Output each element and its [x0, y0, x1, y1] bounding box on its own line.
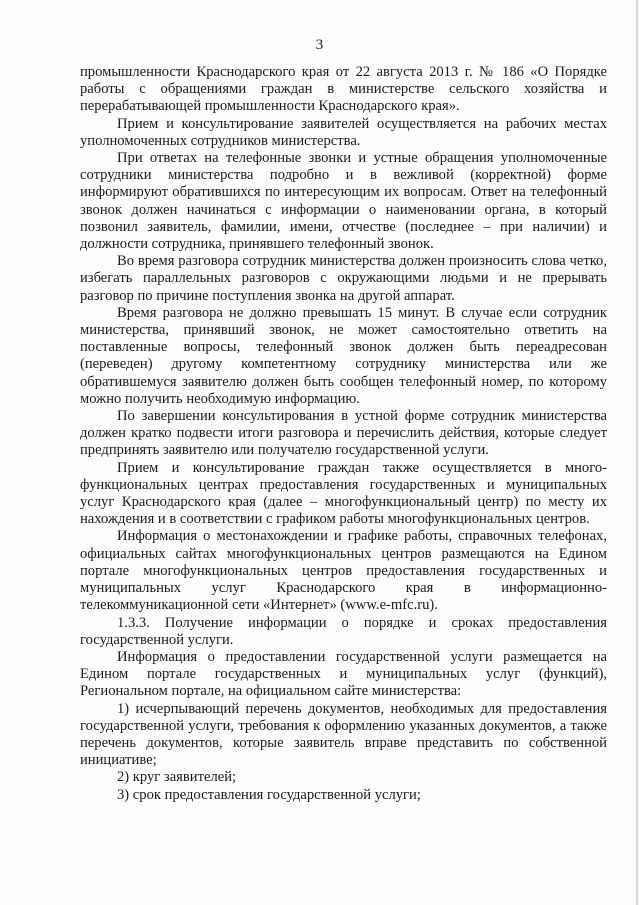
list-item-1: 1) исчерпывающий перечень документов, необходимых для предоставления государственной услуги, требования к оформлению указанных документов, а также перечень документов, которые заявитель вправе представить по собственной инициативе; [80, 700, 607, 769]
paragraph-3: При ответах на телефонные звонки и устные обращения уполномоченные сотрудники министерства подробно и в вежливой (корректной) форме информируют обратившихся по интересующим их вопросам. Ответ на телефонный звонок должен начинаться с информации о наименовании органа, в который позвонил заявитель, фамилии, имени, отчестве (последнее – при наличии) и должности сотрудника, принявшего телефонный звонок. [80, 150, 607, 253]
paragraph-1: промышленности Краснодарского края от 22 августа 2013 г. № 186 «О Порядке работы с обращениями граждан в министерстве сельского хозяйства и перерабатывающей промышленности Краснодарского края». [80, 64, 607, 115]
body-text [80, 64, 607, 804]
list-item-2: 2) круг заявителей; [117, 769, 237, 786]
paragraph-8: Информация о местонахождении и графике работы, справочных телефонах, официальных сайтах многофункциональных центров размещаются на Едином портале многофункциональных центров предоставления государственных и муниципальных услуг Краснодарского края в информационно-телекоммуникационной сети «Интернет» (www.e-mfc.ru). [80, 528, 607, 614]
paragraph-4: Во время разговора сотрудник министерства должен произносить слова четко, избегать параллельных разговоров с окружающими людьми и не прерывать разговор по причине поступления звонка на другой аппарат. [80, 253, 607, 304]
paragraph-2: Прием и консультирование заявителей осуществляется на рабочих местах уполномоченных сотрудников министерства. [80, 115, 607, 149]
paragraph-10: Информация о предоставлении государственной услуги размещается на Едином портале государственных и муниципальных услуг (функций), Региональном портале, на официальном сайте министерства: [80, 648, 607, 700]
paragraph-5: Время разговора не должно превышать 15 минут. В случае если сотрудник министерства, принявший звонок, не может самостоятельно ответить на поставленные вопросы, телефонный звонок должен быть переадресован (переведен) другому компетентному сотруднику министерства или же обратившемуся заявителю должен быть сообщен телефонный номер, по которому можно получить необходимую информацию. [80, 304, 607, 407]
paragraph-7: Прием и консультирование граждан также осуществляется в многофункциональных центрах предоставления государственных и муниципальных услуг Краснодарского края (далее – многофункциональный центр) по месту их нахождения и в соответствии с графиком работы многофункциональных центров. [80, 459, 607, 528]
paragraph-6: По завершении консультирования в устной форме сотрудник министерства должен кратко подвести итоги разговора и перечислить действия, которые следует предпринять заявителю или получателю государственной услуги. [80, 408, 607, 459]
page-number: 3 [315, 37, 324, 53]
list-item-3: 3) срок предоставления государственной услуги; [117, 786, 421, 803]
section-heading: 1.3.3. Получение информации о порядке и сроках предоставления государственной услуги. [80, 614, 607, 648]
page-edge [636, 0, 638, 905]
